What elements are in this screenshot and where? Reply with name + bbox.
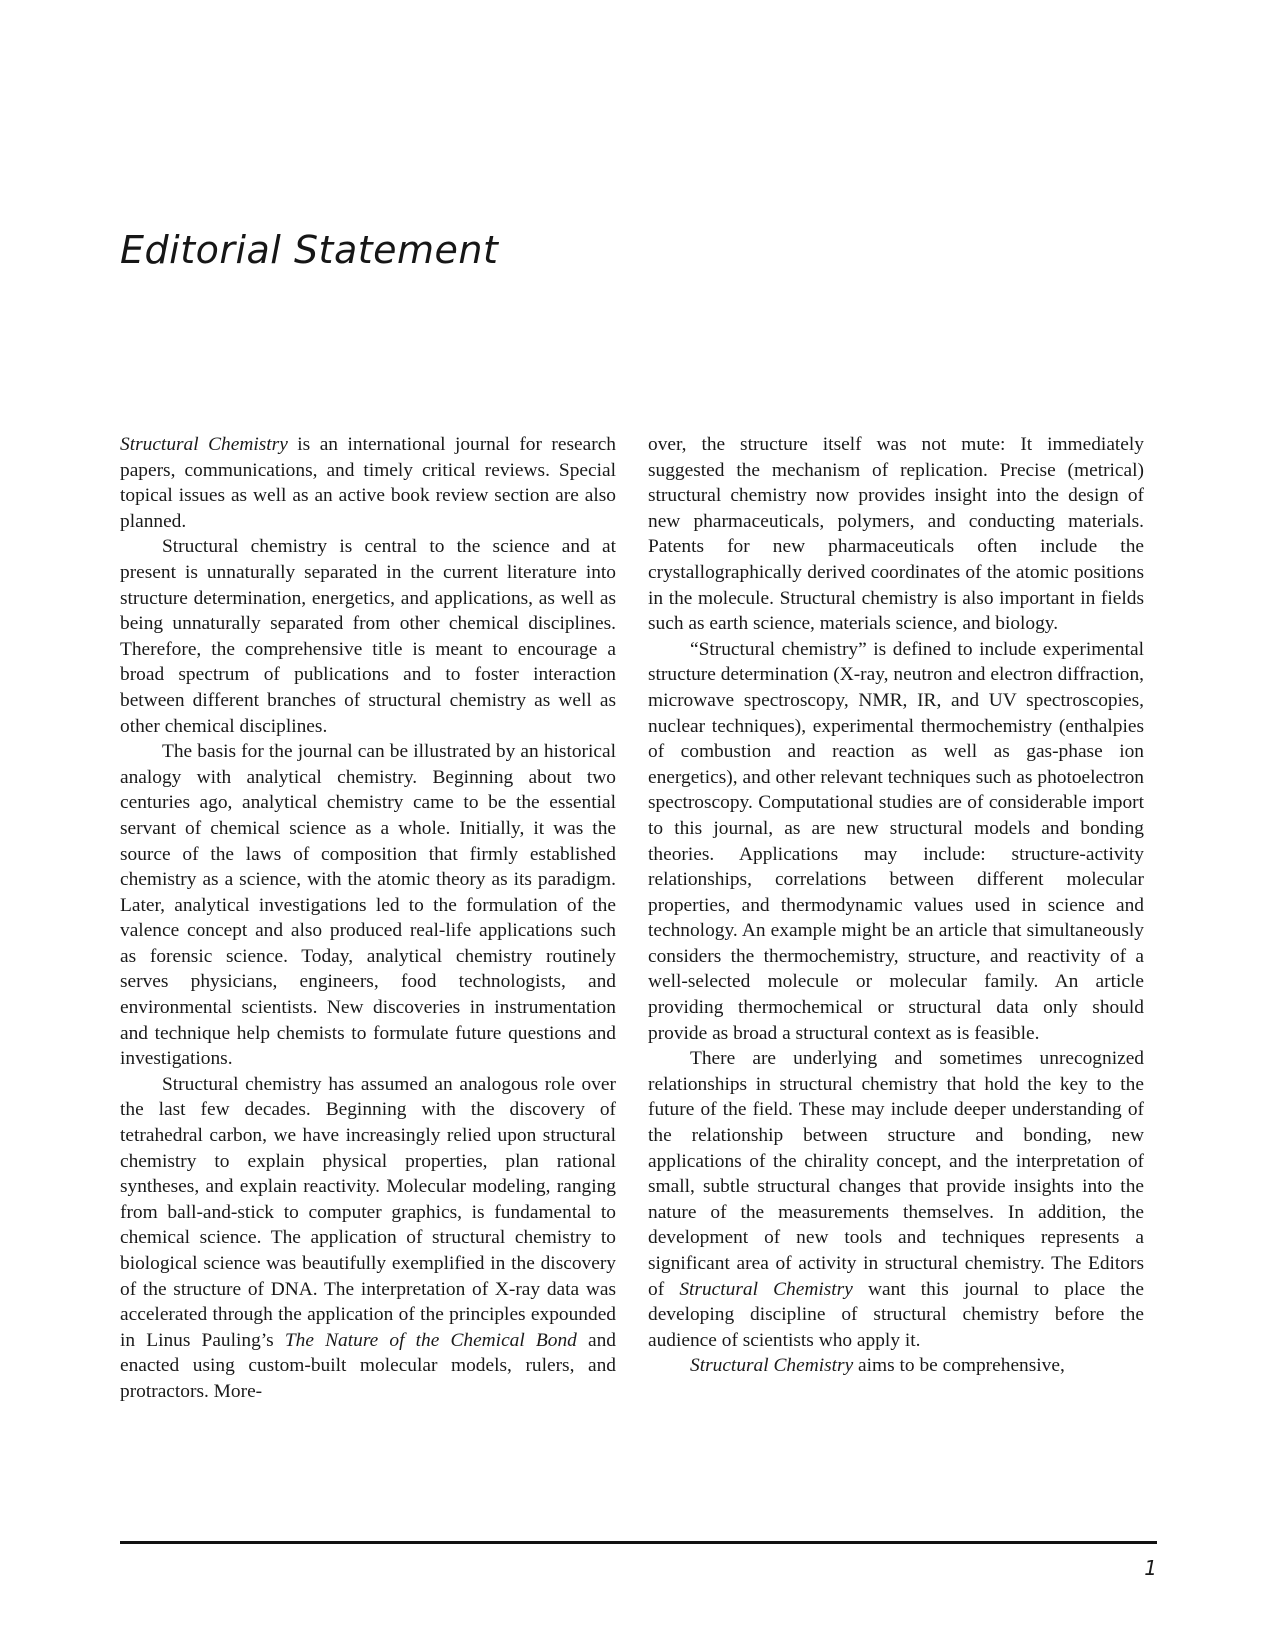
paragraph-text: aims to be comprehensive, <box>853 1355 1065 1377</box>
paragraph-text: Structural chemistry has assumed an analogous role over the last few decades. Beginning with the discovery of tetrahedral carbon, we have increasingly relied upon structural chemistry to explain physical properties, plan rational syntheses, and explain reactivity. Molecular modeling, ranging from ball-and-stick to computer graphics, is fundamental to chemical science. The application of structural chemistry to biological science was beautifully exemplified in the discovery of the structure of DNA. The interpretation of X-ray data was accelerated through the application of the principles expounded in Linus Pauling’s <box>120 1073 616 1351</box>
paragraph: Structural chemistry is central to the science and at present is unnaturally separated in the current literature into structure determination, energetics, and applications, as well as being unnaturally separated from other chemical disciplines. Therefore, the comprehensive title is meant to encourage a broad spectrum of publications and to foster interaction between different branches of structural chemistry as well as other chemical disciplines. <box>120 536 616 737</box>
journal-name: Structural Chemistry <box>120 434 288 455</box>
paragraph-text: is an international journal for research papers, communications, and timely critical reviews. Special topical issues as well as an active book review section are also planned. <box>120 434 616 532</box>
journal-name: Structural Chemistry <box>690 1355 854 1377</box>
left-column <box>120 432 616 1405</box>
paragraph-text: and enacted using custom-built molecular models, rulers, and protractors. More- <box>120 1329 616 1402</box>
paragraph: “Structural chemistry” is defined to include experimental structure determination (X-ray, neutron and electron diffraction, microwave spectroscopy, NMR, IR, and UV spectroscopies, nuclear techniques), experimental thermochemistry (enthalpies of combustion and reaction as well as gas-phase ion energetics), and other relevant techniques such as photoelectron spectroscopy. Computational studies are of considerable import to this journal, as are new structural models and bonding theories. Applications may include: structure-activity relationships, correlations between different molecular properties, and thermodynamic values used in science and technology. An example might be an article that simultaneously considers the thermochemistry, structure, and reactivity of a well-selected molecule or molecular family. An article providing thermochemical or structural data only should provide as broad a structural context as is feasible. <box>648 638 1144 1044</box>
paragraph: The basis for the journal can be illustrated by an historical analogy with analytical chemistry. Beginning about two centuries ago, analytical chemistry came to be the essential servant of chemical science as a whole. Initially, it was the source of the laws of composition that firmly established chemistry as a science, with the atomic theory as its paradigm. Later, analytical investigations led to the formulation of the valence concept and also produced real-life applications such as forensic science. Today, analytical chemistry routinely serves physicians, engineers, food technologists, and environmental scientists. New discoveries in instrumentation and technique help chemists to formulate future questions and investigations. <box>120 741 616 1070</box>
footer-rule <box>120 1541 1157 1544</box>
paragraph: over, the structure itself was not mute: It immediately suggested the mechanism of replication. Precise (metrical) structural chemistry now provides insight into the design of new pharmaceuticals, polymers, and conducting materials. Patents for new pharmaceuticals often include the crystallographically derived coordinates of the atomic positions in the molecule. Structural chemistry is also important in fields such as earth science, materials science, and biology. <box>648 434 1144 635</box>
book-title: The Nature of the Chemical Bond <box>284 1329 577 1351</box>
paragraph-text: There are underlying and sometimes unrecognized relationships in structural chemistry that hold the key to the future of the field. These may include deeper understanding of the relationship between structure and bonding, new applications of the chirality concept, and the interpretation of small, subtle structural changes that provide insights into the nature of the measurements themselves. In addition, the development of new tools and techniques represents a significant area of activity in structural chemistry. The Editors of <box>648 1048 1144 1300</box>
paragraph <box>120 432 616 534</box>
paragraph <box>120 1072 616 1405</box>
paragraph <box>648 1353 1144 1379</box>
paragraph <box>648 1046 1144 1353</box>
paragraph-text: want this journal to place the developing discipline of structural chemistry before the audience of scientists who apply it. <box>648 1278 1144 1351</box>
journal-name: Structural Chemistry <box>679 1278 853 1300</box>
page-title: Editorial Statement <box>120 228 499 272</box>
right-column <box>648 432 1144 1379</box>
page-number: 1 <box>1144 1556 1157 1580</box>
